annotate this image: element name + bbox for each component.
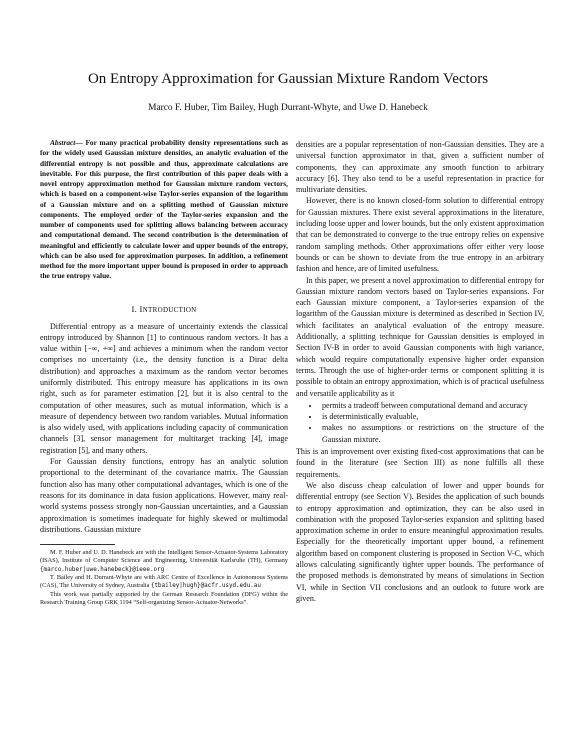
abstract-lead: Abstract [50, 138, 76, 147]
requirements-list [296, 400, 544, 445]
intro-paragraph-2: For Gaussian density functions, entropy has an analytic solution proportional to the determinant of the covariance matrix. The Gaussian function also has many other computational advantages, which is one of the reasons for its dominance in data fusion applications. However, many real-world systems possess strongly non-Gaussian uncertainties, and a Gaussian approximation is sometimes inadequate for highly skewed or multimodal distributions. Gaussian mixture [40, 457, 288, 534]
footnote-1-email: {marco.huber|uwe.hanebeck}@ieee.org [40, 566, 165, 573]
section-head-first: I [139, 303, 143, 314]
footnote-3: This work was partially supported by the German Research Foundation (DFG) within the Research Training Group GRK 1194 “Self-organizing Sensor-Actuator-Networks”. [40, 590, 288, 606]
right-column [296, 139, 544, 604]
right-paragraph-1: densities are a popular representation of non-Gaussian densities. They are a universal function approximator in that, given a sufficient number of components, they can approximate any smooth function to arbitrary accuracy [6]. They also tend to be a useful representation in practice for multivariate densities. [296, 140, 544, 195]
right-paragraph-2: However, there is no known closed-form solution to differential entropy for Gaussian mixtures. There exist several approximations in the literature, including loose upper and lower bounds, but the only existent approximation that can be demonstrated to converge to the true entropy relies on expensive random sampling methods. Other approximations offer either very loose bounds or can be shown to deviate from the true entropy in an arbitrary fashion and hence, are of limited usefulness. [296, 196, 544, 274]
intro-paragraph-1: Differential entropy as a measure of uncertainty extends the classical entropy introduced by Shannon [1] to continuous random vectors. It has a value within [−∞, +∞] and achieves a minimum when the random vector comprises no uncertainty (i.e., the density function is a Dirac delta distribution) and approaches a maximum as the random vector becomes uniformly distributed. This entropy measure has applications in its own right, such as for parameter estimation [2], but it is also central to the computation of other measures, such as mutual information, which is a measure of dependency between two random variables. Mutual information is also widely used, with applications including capacity of communication channels [3], sensor management for multitarget tracking [4], image registration [5], and many others. [40, 321, 288, 455]
right-paragraph-4: This is an improvement over existing fixed-cost approximations that can be found in the literature (see Section III) as none fulfills all these requirements. [296, 447, 544, 479]
footnote-1 [40, 549, 288, 574]
footnote-2 [40, 574, 288, 591]
footnote-2-email: {tbailey|hugh}@acfr.usyd.edu.au [150, 583, 261, 590]
paper-title: On Entropy Approximation for Gaussian Mixture Random Vectors [87, 71, 489, 87]
footnote-rule [40, 544, 115, 545]
section-numeral: I. [131, 303, 140, 314]
right-paragraph-5: We also discuss cheap calculation of lower and upper bounds for differential entropy (see Section V). Besides the application of such bounds to entropy approximation and optimization, they can be also used in combination with the proposed Taylor-series expansion and splitting based approximation scheme in order to ensure meaningful approximation results. Especially for the theoretically important upper bound, a refinement algorithm based on component clustering is proposed in Section V-C, which allows calculating significantly tighter upper bounds. The performance of the proposed methods is demonstrated by means of simulations in Section VI, while in Section VII conclusions and an outlook to future work are given. [296, 480, 544, 603]
right-paragraph-3: In this paper, we present a novel approximation to differential entropy for Gaussian mixture random vectors based on Taylor-series expansions. For each Gaussian mixture component, a Taylor-series expansion of the logarithm of the Gaussian mixture is determined as described in Section IV, which facilitates an analytical evaluation of the entropy measure. Additionally, a splitting technique for Gaussian densities is employed in Section IV-B in order to avoid Gaussian components with high variance, which would require computationally expensive higher order expansion terms. Through the use of higher-order terms or component splitting it is possible to obtain an entropy approximation, which is of practical usefulness and versatile applicability as it [296, 275, 544, 398]
abstract [40, 138, 288, 282]
paper-authors: Marco F. Huber, Tim Bailey, Hugh Durrant-Whyte, and Uwe D. Hanebeck [148, 103, 428, 113]
left-column [40, 138, 288, 607]
list-item: • permits a tradeoff between computational demand and accuracy [320, 400, 544, 411]
list-item: • makes no assumptions or restrictions on the structure of the Gaussian mixture. [320, 422, 544, 445]
list-item: • is deterministically evaluable, [320, 411, 544, 422]
footnote-1-text: M. F. Huber and U. D. Hanebeck are with the Intelligent Sensor-Actuator-Systems Laboratory (ISAS), Institute of Computer Science and Engineering, Universität Karlsruhe (TH), Germany [40, 549, 288, 565]
section-heading-introduction [40, 304, 288, 314]
footnote-2-text: T. Bailey and H. Durrant-Whyte are with ARC Centre of Excellence in Autonomous Systems (CAS), The University of Sydney, Australia [40, 574, 288, 590]
section-head-rest: NTRODUCTION [142, 305, 197, 314]
abstract-text: — For many practical probability density representations such as for the widely used Gaussian mixture densities, an analytic evaluation of the differential entropy is not possible and thus, approximate calculations are inevitable. For this purpose, the first contribution of this paper deals with a novel entropy approximation method for Gaussian mixture random vectors, which is based on a component-wise Taylor-series expansion of the logarithm of a Gaussian mixture and on a splitting method of Gaussian mixture components. The employed order of the Taylor-series expansion and the number of components used for splitting allows balancing between accuracy and computational demand. The second contribution is the determination of meaningful and efficiently to calculate lower and upper bounds of the entropy, which can be also used for approximation purposes. In addition, a refinement method for the more important upper bound is proposed in order to approach the true entropy value. [40, 138, 288, 281]
